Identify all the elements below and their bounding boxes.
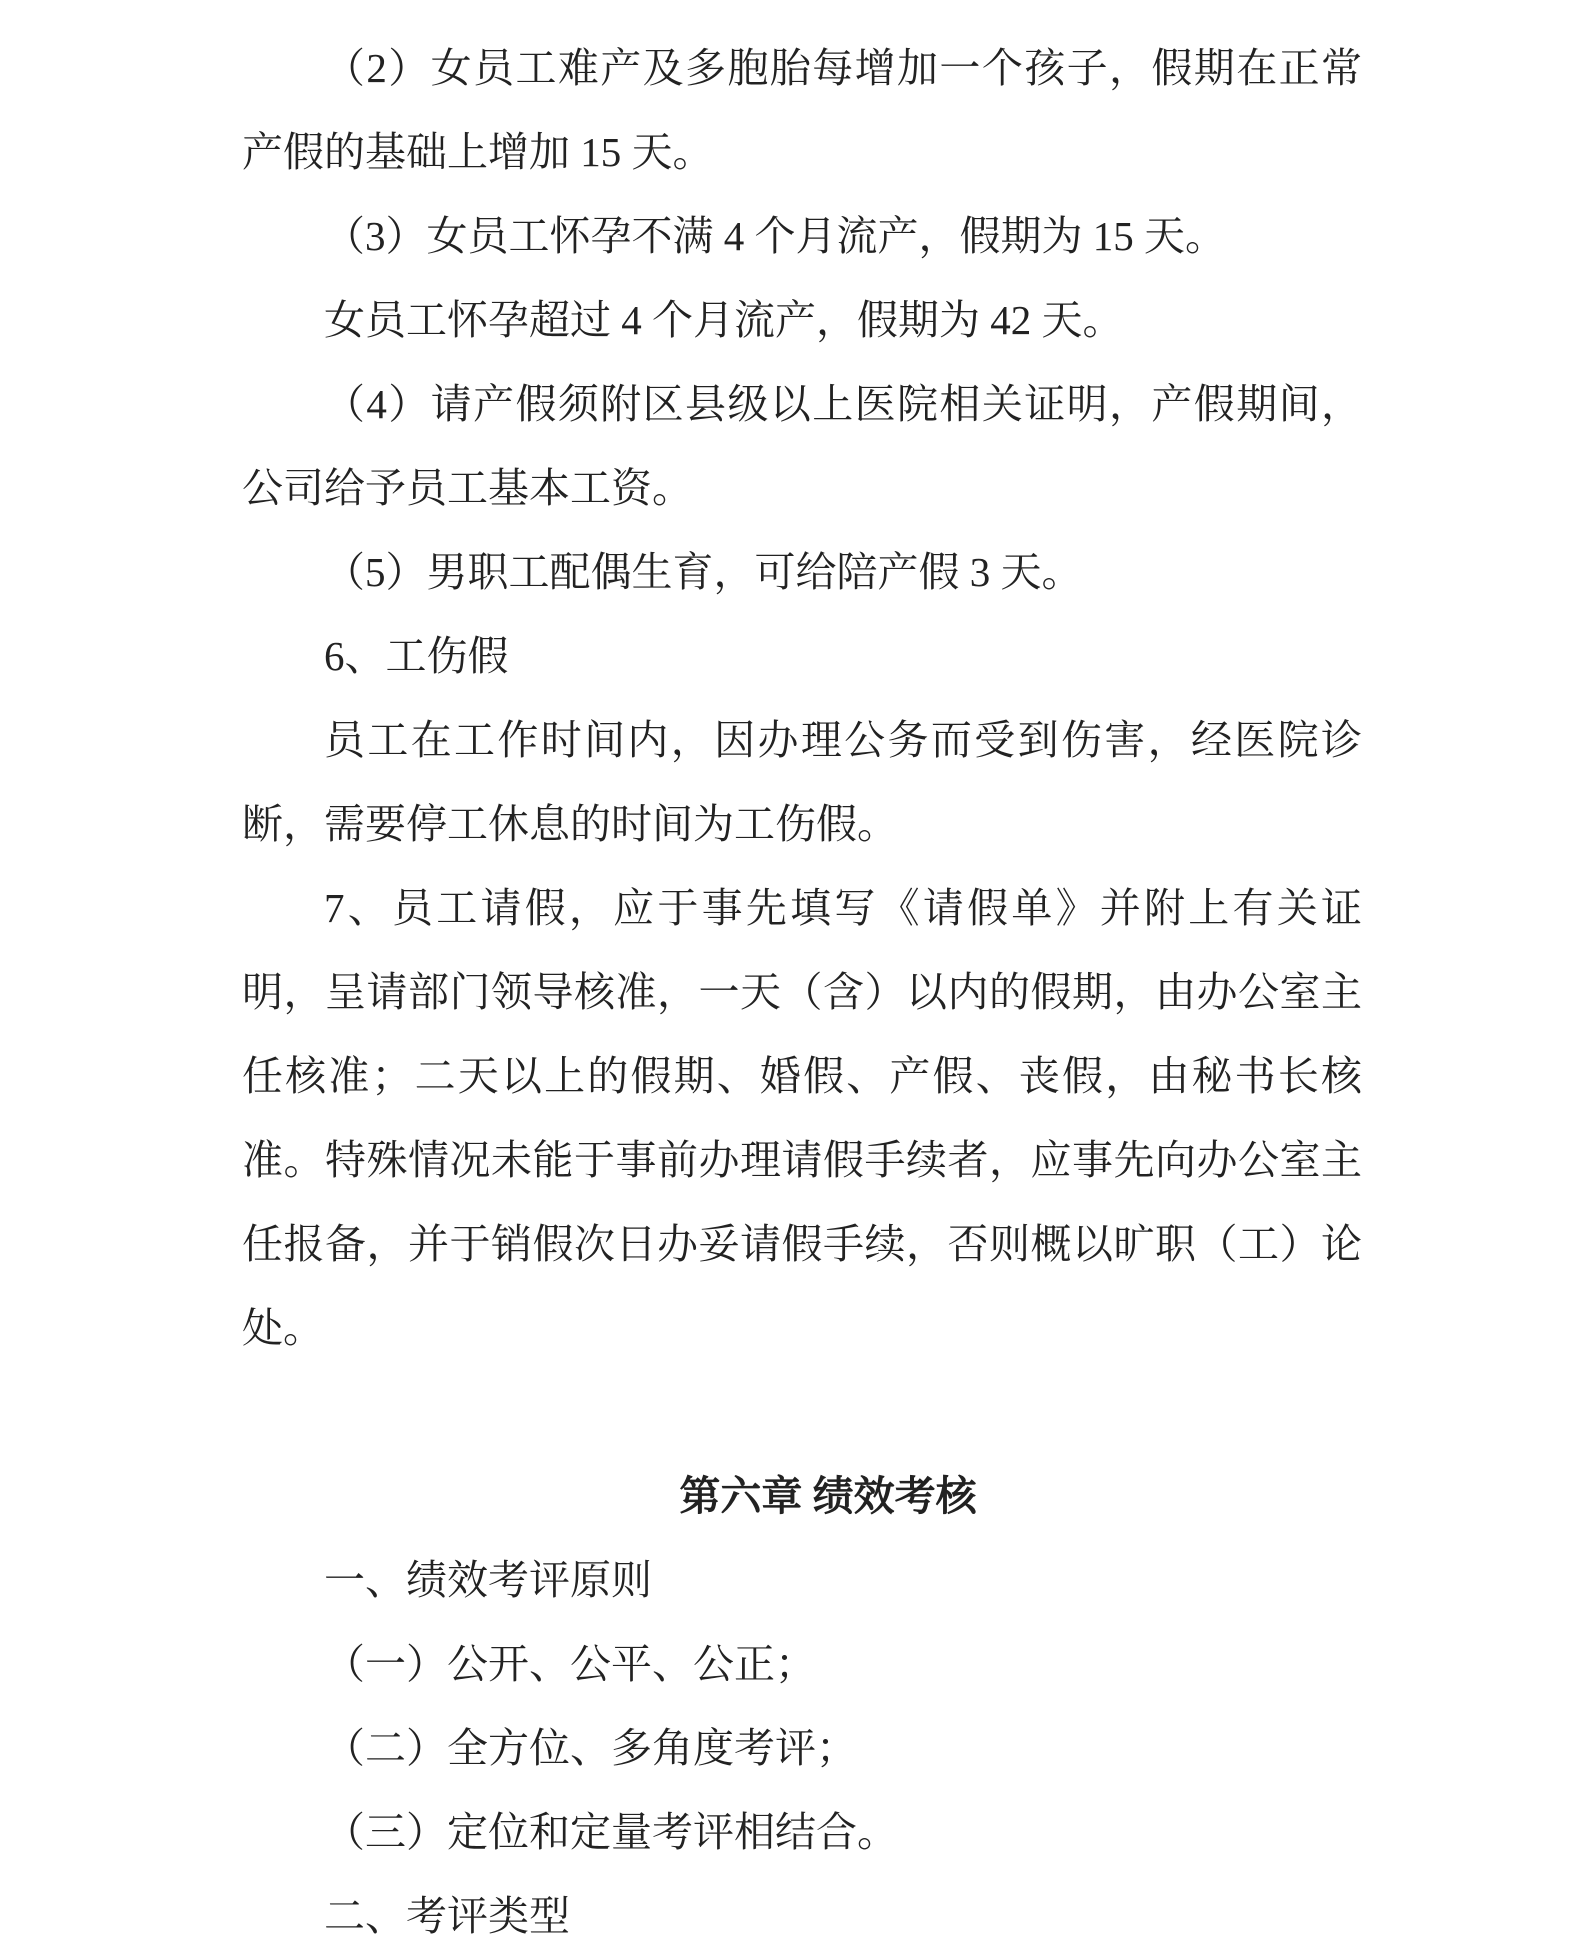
paragraph-miscarriage-over-4-months: 女员工怀孕超过 4 个月流产，假期为 42 天。 bbox=[324, 297, 1124, 343]
item-heading-work-injury-leave: 6、工伤假 bbox=[324, 633, 509, 679]
paragraph-leave-application-procedure: 7、员工请假，应于事先填写《请假单》并附上有关证明，呈请部门领导核准，一天（含）以内的假期，由办公室主任核准；二天以上的假期、婚假、产假、丧假，由秘书长核准。特殊情况未能于事前办理请假手续者，应事先向办公室主任报备，并于销假次日办妥请假手续，否则概以旷职（工）论处。 bbox=[242, 885, 1362, 1351]
item-heading-appraisal-principles: 一、绩效考评原则 bbox=[324, 1557, 652, 1603]
paragraph-maternity-leave-certificate: （4）请产假须附区县级以上医院相关证明，产假期间，公司给予员工基本工资。 bbox=[242, 381, 1362, 511]
paragraph-principle-all-round-appraisal: （二）全方位、多角度考评； bbox=[324, 1725, 857, 1771]
chapter-heading: 第六章 绩效考核 bbox=[679, 1473, 977, 1519]
paragraph-work-injury-definition: 员工在工作时间内，因办理公务而受到伤害，经医院诊断，需要停工休息的时间为工伤假。 bbox=[242, 717, 1362, 847]
paragraph-principle-qualitative-quantitative: （三）定位和定量考评相结合。 bbox=[324, 1809, 898, 1855]
item-heading-appraisal-types: 二、考评类型 bbox=[324, 1893, 570, 1939]
paragraph-maternity-difficult-birth: （2）女员工难产及多胞胎每增加一个孩子，假期在正常产假的基础上增加 15 天。 bbox=[242, 45, 1362, 175]
blank-line bbox=[242, 1370, 1362, 1454]
paragraph-paternity-leave: （5）男职工配偶生育，可给陪产假 3 天。 bbox=[324, 549, 1083, 595]
paragraph-principle-openness-fairness: （一）公开、公平、公正； bbox=[324, 1641, 816, 1687]
paragraph-miscarriage-under-4-months: （3）女员工怀孕不满 4 个月流产，假期为 15 天。 bbox=[324, 213, 1226, 259]
